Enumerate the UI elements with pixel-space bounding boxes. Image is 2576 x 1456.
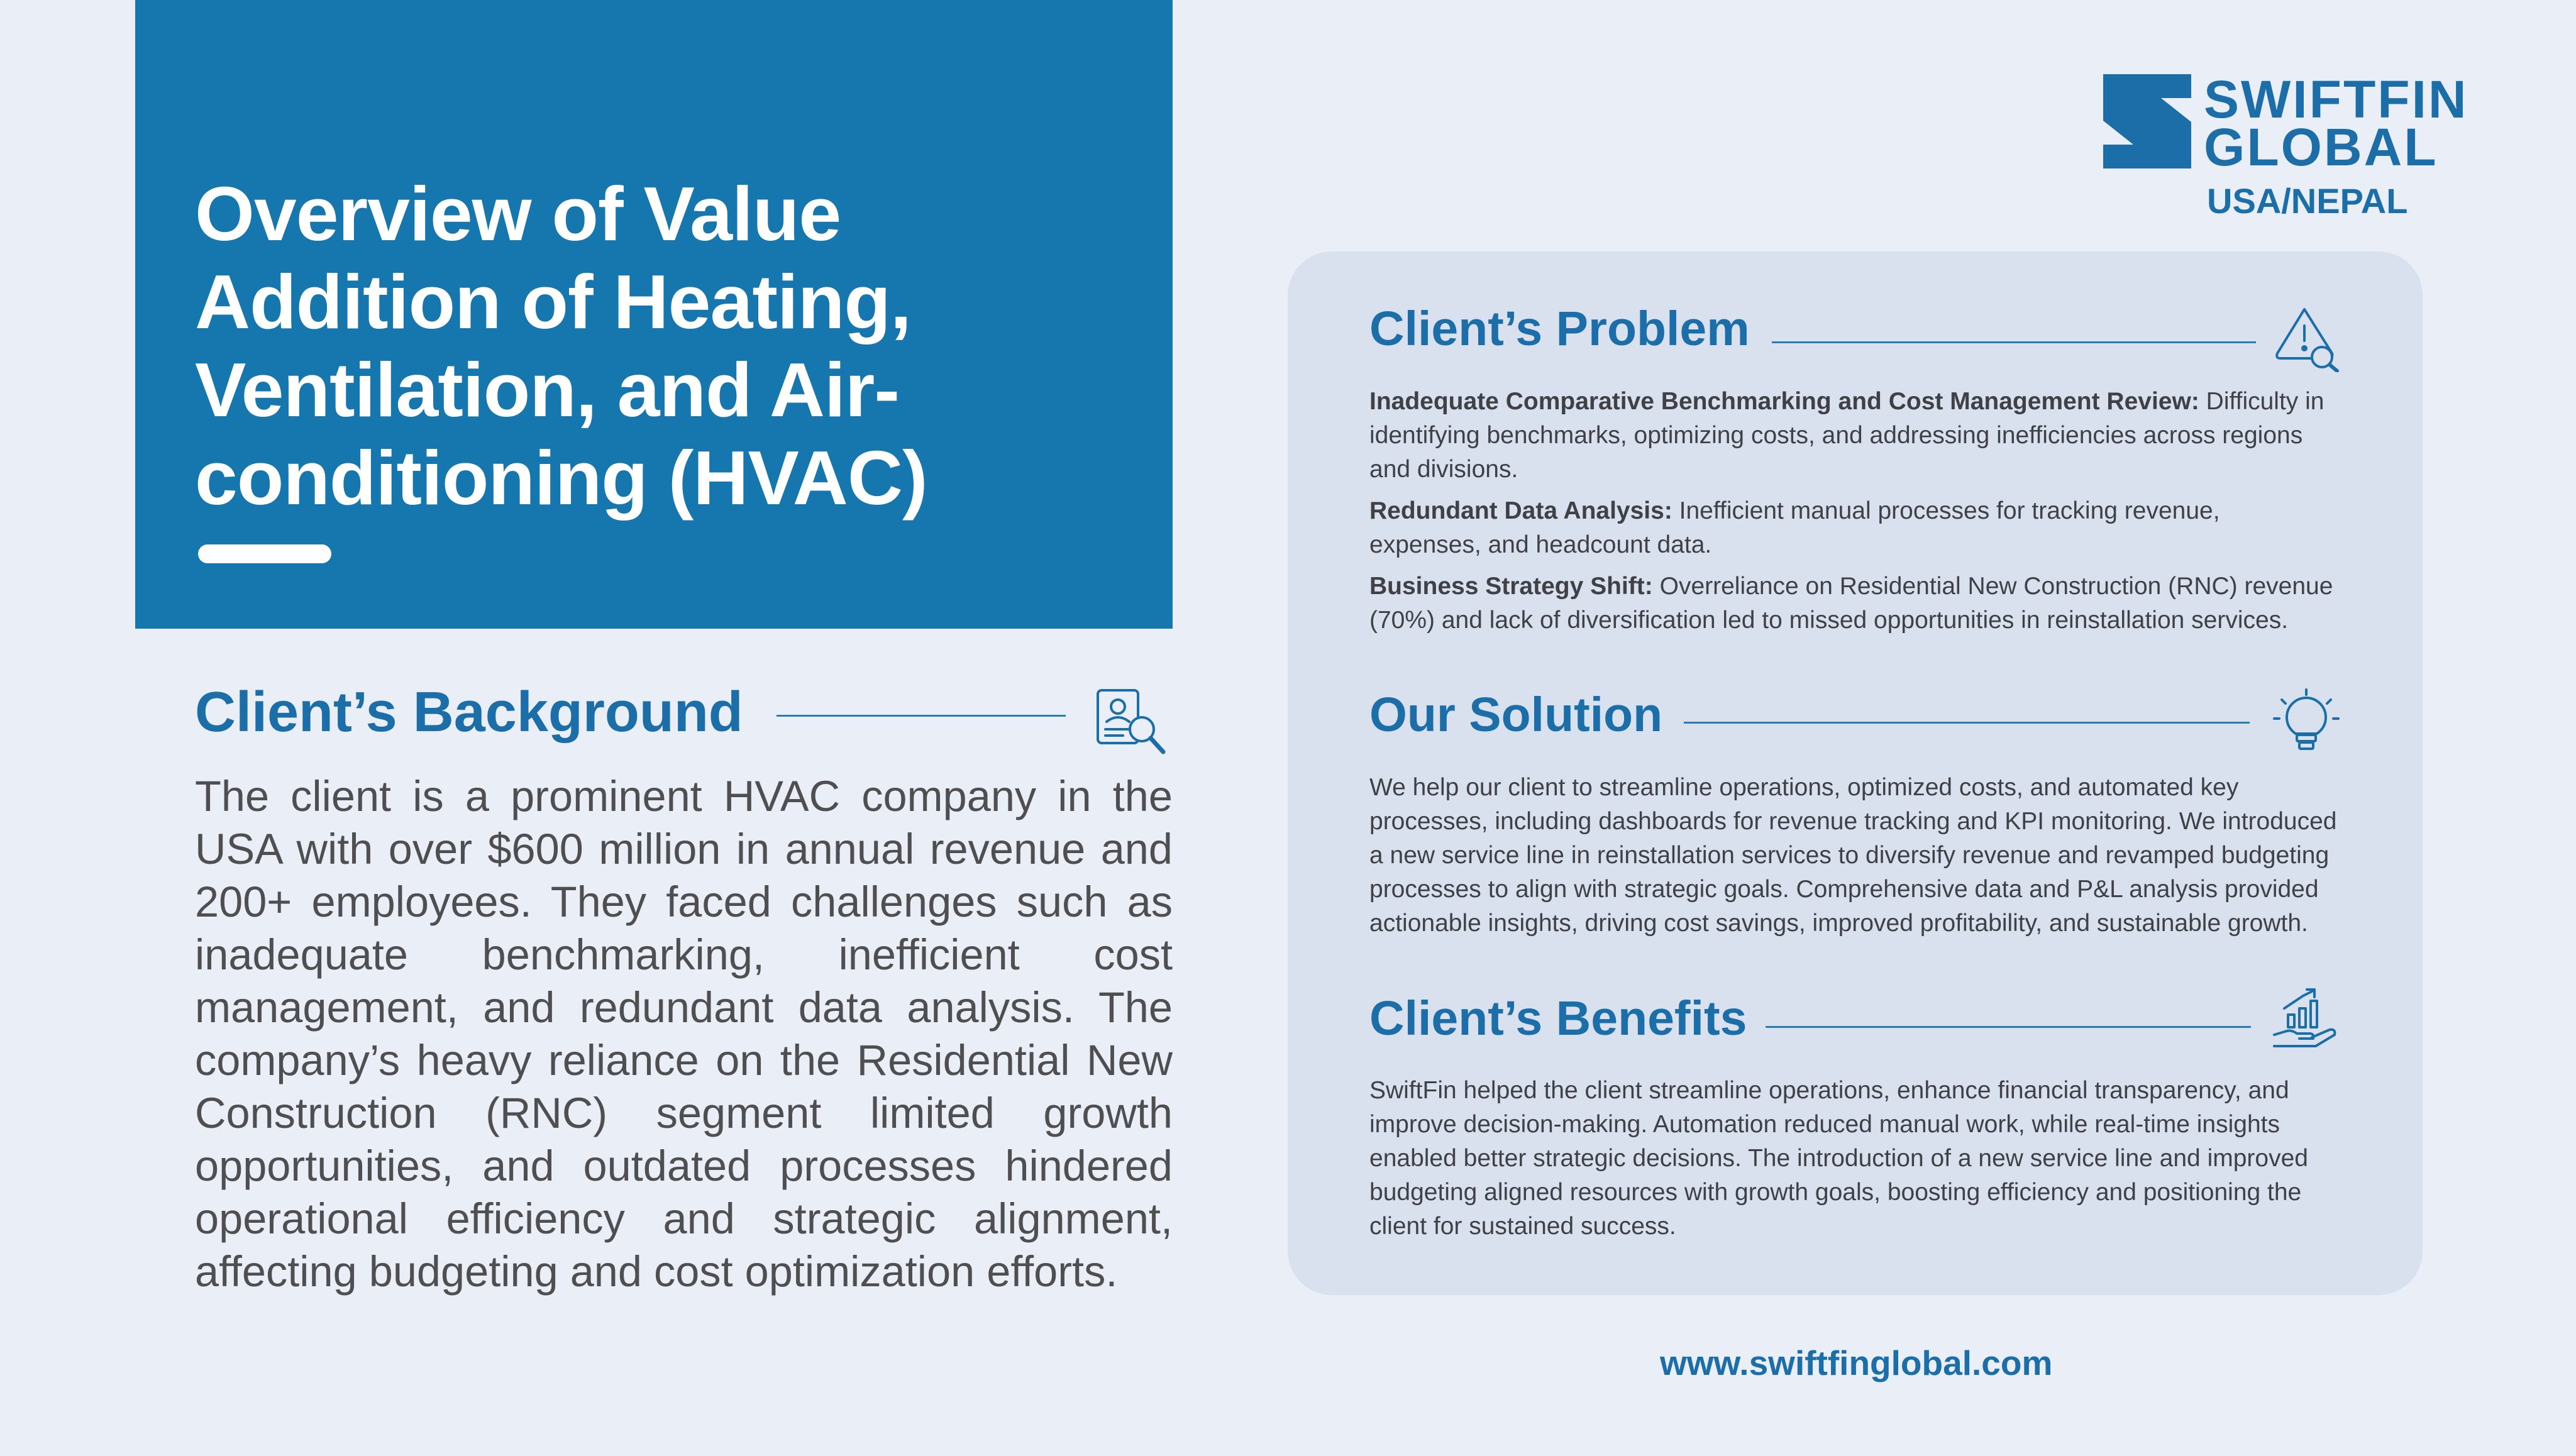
growth-hand-icon <box>2272 986 2341 1055</box>
logo-text-line1: SWIFTFIN <box>2204 70 2468 129</box>
problem-divider <box>1772 341 2256 343</box>
benefits-heading: Client’s Benefits <box>1369 991 1747 1045</box>
background-text: The client is a prominent HVAC company in the USA with over $600 million in annual revenue and 200+ employees. They faced challenges such as inadequate benchmarking, inefficient cost management, and redundant data analysis. The company’s heavy reliance on the Residential New Construction (RNC) segment limited growth opportunities, and outdated processes hindered operational efficiency and strategic alignment, affecting budgeting and cost optimization efforts. <box>195 772 1173 1296</box>
page-title: Overview of Value Addition of Heating, Ventilation, and Air-conditioning (HVAC) <box>195 171 927 521</box>
problem-list <box>1369 385 2338 645</box>
background-divider <box>777 715 1066 717</box>
logo-text-line2: GLOBAL <box>2204 118 2438 177</box>
benefits-text: SwiftFin helped the client streamline operations, enhance financial transparency, and improve decision-making. Automation reduced manual work, while real-time insights enabled better strategic decisions. The introduction of a new service line and improved budgeting aligned resources with growth goals, boosting efficiency and positioning the client for sustained success. <box>1369 1077 2308 1240</box>
company-logo <box>2103 70 2480 225</box>
problem-heading: Client’s Problem <box>1369 302 1750 356</box>
logo-region: USA/NEPAL <box>2207 181 2408 221</box>
document-search-icon <box>1094 685 1169 761</box>
problem-item-text: Difficulty in identifying benchmarks, optimizing costs, and addressing inefficiencies across regions and divisions. <box>1369 388 2324 483</box>
problem-item-label: Inadequate Comparative Benchmarking and Cost Management Review: <box>1369 388 2199 415</box>
details-card <box>1288 251 2423 1295</box>
hero-banner <box>135 0 1173 629</box>
benefits-divider <box>1766 1026 2251 1028</box>
problem-item <box>1369 570 2338 637</box>
problem-item-text: Overreliance on Residential New Construction (RNC) revenue (70%) and lack of diversification led to missed opportunities in reinstallation services. <box>1369 573 2333 634</box>
solution-text: We help our client to streamline operations, optimized costs, and automated key processes, including dashboards for revenue tracking and KPI monitoring. We introduced a new service line in reinstallation services to diversify revenue and revamped budgeting processes to align with strategic goals. Comprehensive data and P&L analysis provided actionable insights, driving cost savings, improved profitability, and sustainable growth. <box>1369 774 2337 937</box>
background-heading: Client’s Background <box>195 681 743 744</box>
lightbulb-icon <box>2272 688 2341 758</box>
title-underline <box>198 544 331 563</box>
problem-item-label: Business Strategy Shift: <box>1369 573 1653 600</box>
problem-item <box>1369 494 2338 562</box>
logo-mark-icon <box>2103 74 2191 168</box>
problem-item-label: Redundant Data Analysis: <box>1369 497 1672 524</box>
solution-heading: Our Solution <box>1369 688 1663 742</box>
website-link[interactable]: www.swiftfinglobal.com <box>1660 1343 2053 1382</box>
problem-item <box>1369 385 2338 487</box>
problem-item-text: Inefficient manual processes for tracking revenue, expenses, and headcount data. <box>1369 497 2220 558</box>
warning-icon <box>2272 303 2341 372</box>
solution-divider <box>1684 722 2250 724</box>
